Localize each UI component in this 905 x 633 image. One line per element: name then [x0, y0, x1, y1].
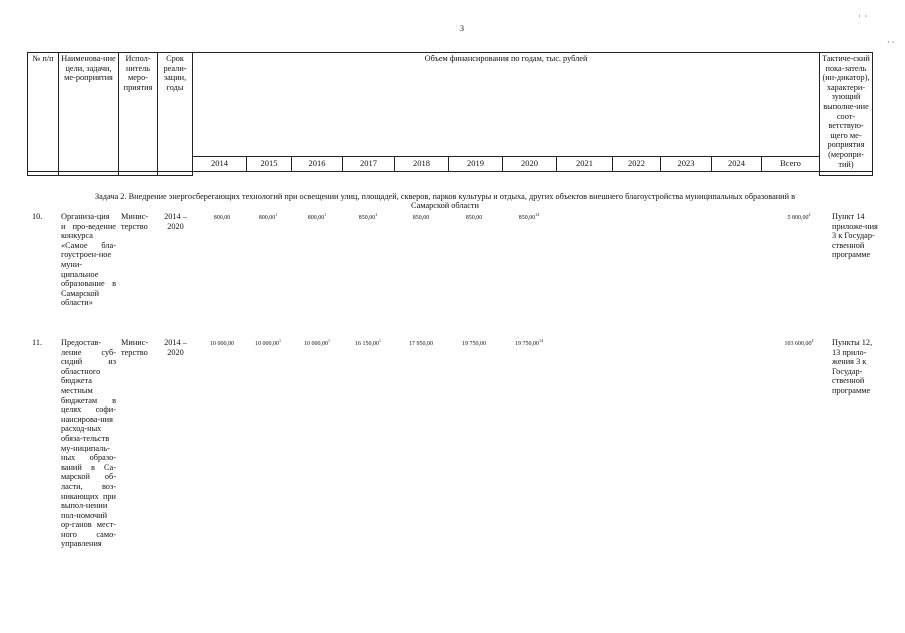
row-10-executor: Минис-терство: [121, 212, 149, 231]
row-10-num: 10.: [32, 212, 43, 221]
year-2018: 2018: [395, 157, 449, 172]
year-2017: 2017: [343, 157, 395, 172]
header-term: Срок реали-зации, годы: [158, 53, 193, 172]
year-2016: 2016: [292, 157, 343, 172]
row-11-value-total: 103 600,00$^4$: [784, 338, 814, 347]
row-10-indicator: Пункт 14 приложе-ния 3 к Государ-ственной программе: [832, 212, 878, 260]
year-2024: 2024: [712, 157, 762, 172]
row-10-value-2015: 800,00$^1$: [258, 212, 278, 221]
financing-table: [27, 52, 873, 176]
row-11-num: 11.: [32, 338, 43, 347]
row-11-value-2014: 10 000,00: [210, 341, 234, 347]
row-11-indicator: Пункты 12, 13 прило-жения 3 к Государ-ственной программе: [832, 338, 873, 395]
header-executor: Испол-нитель меро-приятия: [119, 53, 158, 172]
header-name: Наименова-ние цели, задачи, ме-роприятия: [59, 53, 119, 172]
header-funding: Объем финансирования по годам, тыс. рублей: [193, 53, 820, 157]
row-10-value-2019: 850,00: [465, 215, 483, 221]
row-11-value-2016: 10 000,00$^1$: [304, 338, 330, 347]
row-10-name: Организа-ция и про-ведение конкурса «Самое бла-гоустроен-ное муни-ципальное образование в Самарской области»: [61, 212, 116, 308]
header-indicator: Тактиче-ский пока-затель (ин-дикатор), характери-зующий выполне-ние соот-ветствую-щего ме-роприятия (меропри-тий): [820, 53, 873, 172]
row-10-value-2016: 800,00$^1$: [307, 212, 327, 221]
year-2020: 2020: [503, 157, 557, 172]
row-11-value-2017: 16 150,00$^1$: [355, 338, 381, 347]
row-11-value-2018: 17 950,00: [409, 341, 433, 347]
year-2014: 2014: [193, 157, 247, 172]
row-11-value-2019: 19 750,00: [462, 341, 486, 347]
year-total: Всего: [762, 157, 820, 172]
task-title: Задача 2. Внедрение энергосберегающих технологий при освещении улиц, площадей, скверов, парков культуры и отдыха, других объектов внешнего благоустройства муниципальных образований в Самарской области: [94, 192, 796, 211]
year-2023: 2023: [661, 157, 712, 172]
corner-mark-top: · ·: [858, 12, 869, 21]
row-10-value-total: 5 800,00$^4$: [787, 212, 811, 221]
row-11-value-2015: 10 000,00$^1$: [255, 338, 281, 347]
page-number: 3: [460, 24, 464, 33]
header-num: № п/п: [28, 53, 59, 172]
row-10-value-2017: 850,00$^1$: [358, 212, 378, 221]
row-11-name: Предостав-ление суб-сидий из областного бюджета местным бюджетам в целях софи-нансирова-ния расход-ных обяза-тельств му-ниципаль-ных образо-ваний в Са-марской об-ласти, воз-никающих при выпол-нении пол-номочий ор-ганов мест-ного само-управления: [61, 338, 116, 549]
row-11-value-2020: 19 750,00$^{14}$: [515, 338, 543, 347]
row-10-value-2014: 800,00: [213, 215, 231, 221]
row-10-value-2020: 850,00$^{14}$: [518, 212, 540, 221]
year-2015: 2015: [247, 157, 292, 172]
corner-mark-right: · ·: [887, 38, 895, 47]
year-2019: 2019: [449, 157, 503, 172]
year-2022: 2022: [613, 157, 661, 172]
row-11-executor: Минис-терство: [121, 338, 149, 357]
row-10-term: 2014 – 2020: [164, 212, 187, 231]
row-10-value-2018: 850,00: [412, 215, 430, 221]
year-2021: 2021: [557, 157, 613, 172]
row-11-term: 2014 – 2020: [164, 338, 187, 357]
